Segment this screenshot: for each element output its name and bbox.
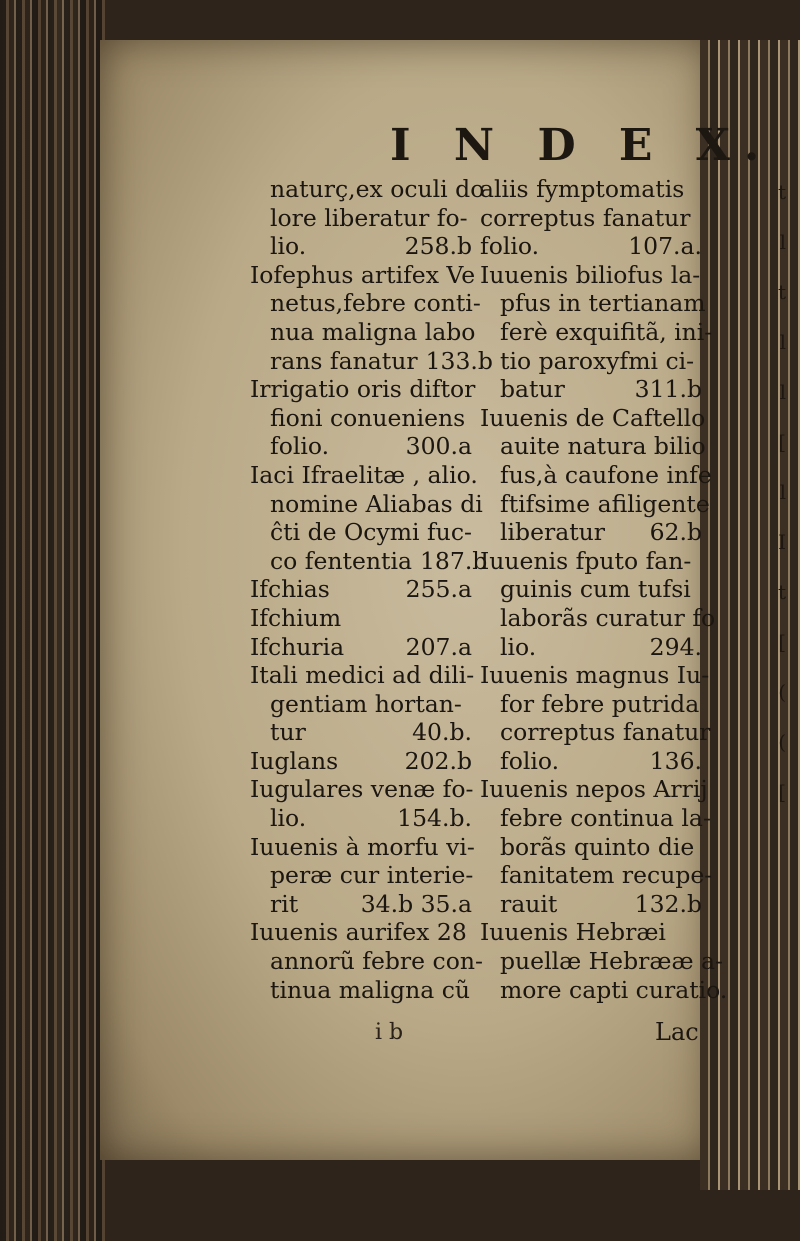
index-text: fioni conueniens <box>270 403 466 432</box>
page-reference: 311.b <box>634 375 702 404</box>
index-line <box>250 575 472 604</box>
index-header: I N D E X. <box>390 120 774 171</box>
index-text: ĉti de Ocymi fuc- <box>270 518 472 547</box>
index-text: Ifchias <box>250 575 330 604</box>
index-line <box>250 175 485 204</box>
fore-edge-letter: [ <box>778 430 786 454</box>
index-text: Iaci Ifraelitæ , alio. <box>250 460 478 489</box>
index-text: correptus fanatur <box>480 203 691 232</box>
index-text: liberatur <box>500 518 606 547</box>
index-text: co fententia <box>270 546 412 575</box>
index-line <box>480 775 708 804</box>
page-reference: 300.a <box>405 432 472 461</box>
page-reference: 133.b <box>425 346 493 375</box>
fore-edge-letters <box>746 180 786 840</box>
index-text: lio. <box>500 632 537 661</box>
index-line <box>250 661 475 690</box>
index-text: tur <box>270 718 306 747</box>
index-text: guinis cum tufsi <box>500 575 691 604</box>
fore-edge-letter: t <box>777 280 786 304</box>
index-text: rans fanatur <box>270 346 418 375</box>
fore-edge-letter: t <box>777 580 786 604</box>
index-line <box>480 232 702 261</box>
index-text: fanitatem recupe- <box>500 861 713 890</box>
fore-edge-letter: [ <box>778 630 786 654</box>
signature-mark: i b <box>375 1020 404 1045</box>
index-text: rit <box>270 889 299 918</box>
index-line <box>250 976 472 1005</box>
index-line <box>250 633 472 662</box>
index-line <box>480 975 728 1005</box>
index-line <box>250 947 483 976</box>
page-reference: 62.b <box>649 518 702 547</box>
index-line <box>250 432 472 461</box>
index-text: nua maligna labo <box>270 317 476 346</box>
index-text: ferè exquifitã, ini- <box>500 317 713 346</box>
index-text: tinua maligna cũ <box>270 975 470 1004</box>
index-text: Iuglans <box>250 746 339 775</box>
page-reference: 154.b. <box>397 804 472 833</box>
fore-edge-letter: t <box>777 180 786 204</box>
index-line <box>250 518 472 547</box>
index-line <box>250 375 476 404</box>
index-line <box>480 890 702 919</box>
index-text: lio. <box>270 804 307 833</box>
index-line <box>480 861 713 890</box>
index-text: Iuuenis à morfu vi- <box>250 832 475 861</box>
index-text: netus,febre conti- <box>270 289 481 318</box>
index-line <box>480 317 713 347</box>
index-line <box>480 489 710 519</box>
index-text: naturç,ex oculi do <box>270 175 485 203</box>
index-line <box>250 604 472 633</box>
index-line <box>250 489 483 519</box>
index-line <box>250 289 481 318</box>
index-text: Iofephus artifex Ve <box>250 260 476 289</box>
index-line <box>250 404 472 433</box>
index-line <box>480 804 711 833</box>
index-line <box>480 403 706 433</box>
index-line <box>480 718 711 747</box>
index-text: Iuuenis de Caftello <box>480 403 706 432</box>
index-text: annorũ febre con- <box>270 947 483 976</box>
index-text: nomine Aliabas di <box>270 489 483 518</box>
index-text: febre continua la- <box>500 804 711 833</box>
index-line <box>250 546 488 576</box>
fore-edge-letter: [ <box>778 780 786 804</box>
page-reference: 34.b 35.a <box>360 889 472 918</box>
index-text: lio. <box>270 232 307 261</box>
index-text: Ifchium <box>250 603 342 632</box>
index-text: rauit <box>500 889 558 918</box>
index-text: batur <box>500 375 565 404</box>
index-text: tio paroxyfmi ci- <box>500 346 695 375</box>
book-spine-edge <box>0 0 105 1241</box>
index-line <box>480 661 710 690</box>
index-line <box>480 204 702 233</box>
catchword: Lac <box>655 1018 699 1046</box>
index-line <box>250 804 472 833</box>
index-text: folio. <box>500 746 560 775</box>
right-column <box>480 175 728 1004</box>
index-text: gentiam hortan- <box>270 689 462 718</box>
index-text: aliis fymptomatis <box>480 175 685 203</box>
index-text: for febre putrida <box>500 689 700 718</box>
page-reference: 40.b. <box>412 718 472 747</box>
index-text: puellæ Hebrææ a- <box>500 947 723 976</box>
fore-edge-letter: l <box>779 330 786 354</box>
page-reference: 258.b <box>404 232 472 261</box>
index-line <box>250 346 493 376</box>
page-reference: 132.b <box>634 889 702 918</box>
page-reference: 294. <box>649 632 702 661</box>
index-text: peræ cur interie- <box>270 861 474 890</box>
left-column <box>250 175 493 1004</box>
index-text: more capti curatio. <box>500 975 728 1004</box>
index-line <box>250 232 472 261</box>
fore-edge-letter: l <box>779 480 786 504</box>
index-line <box>480 261 702 290</box>
index-text: Itali medici ad dili- <box>250 661 475 690</box>
index-text: Iuuenis fputo fan- <box>480 546 692 575</box>
index-text: Iuuenis nepos Arrij <box>480 775 708 804</box>
index-line <box>480 833 702 862</box>
page-reference: 207.a <box>405 632 472 661</box>
index-line <box>480 747 702 776</box>
index-text: correptus fanatur <box>500 718 711 747</box>
index-text: Ifchuria <box>250 632 345 661</box>
index-line <box>480 460 712 490</box>
page-reference: 255.a <box>405 575 472 604</box>
index-line <box>480 918 702 947</box>
page-reference: 136. <box>649 746 702 775</box>
index-line <box>250 832 475 862</box>
index-text: ftifsime afiligente <box>500 489 710 518</box>
index-text: Iuuenis aurifex 28 <box>250 918 467 947</box>
index-text: Irrigatio oris diftor <box>250 375 476 404</box>
index-line <box>480 575 702 604</box>
fore-edge-letter: I <box>778 530 786 554</box>
index-line <box>480 947 723 976</box>
fore-edge-letter: l <box>779 380 786 404</box>
index-line <box>480 347 702 376</box>
index-line <box>250 861 472 890</box>
index-text: lore liberatur fo- <box>270 203 468 232</box>
index-line <box>250 918 472 947</box>
index-text: fus,à caufone infe <box>500 460 712 489</box>
index-line <box>480 690 702 719</box>
page-reference: 187.b <box>419 546 488 575</box>
index-line <box>480 547 702 576</box>
fore-edge-letter: ( <box>778 680 786 704</box>
index-text: pfus in tertianam <box>500 289 706 318</box>
fore-edge-letter: ( <box>778 730 786 754</box>
index-text: folio. <box>270 432 330 461</box>
index-line <box>480 603 716 633</box>
index-line <box>480 432 706 461</box>
index-line <box>250 775 472 804</box>
index-line <box>250 890 472 919</box>
index-line <box>480 289 706 318</box>
page-reference: 202.b <box>404 746 472 775</box>
index-text: folio. <box>480 232 540 261</box>
index-line <box>480 375 702 404</box>
index-line <box>480 175 702 204</box>
index-text: Iuuenis magnus Iu- <box>480 661 710 690</box>
index-line <box>480 633 702 662</box>
index-line <box>250 690 472 719</box>
index-line <box>250 747 472 776</box>
index-line <box>250 718 472 747</box>
index-text: auite natura bilio <box>500 432 706 461</box>
index-text: Iugulares venæ fo- <box>250 775 474 804</box>
index-text: laborãs curatur fo <box>500 603 716 632</box>
index-line <box>250 204 472 233</box>
index-line <box>250 317 476 347</box>
index-text: Iuuenis Hebræi <box>480 918 666 947</box>
index-line <box>480 518 702 547</box>
index-line <box>250 460 478 490</box>
fore-edge-letter: l <box>779 230 786 254</box>
index-text: borãs quinto die <box>500 832 695 861</box>
index-text: Iuuenis biliofus la- <box>480 260 701 289</box>
page-reference: 107.a. <box>628 232 702 261</box>
index-line <box>250 260 476 290</box>
